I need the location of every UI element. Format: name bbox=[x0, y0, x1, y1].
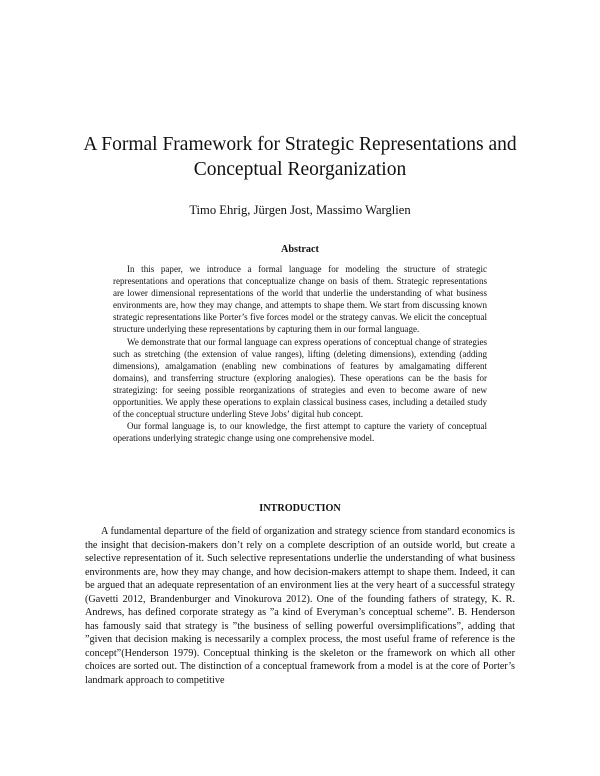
author-list: Timo Ehrig, Jürgen Jost, Massimo Warglien bbox=[189, 203, 411, 217]
abstract-paragraph: In this paper, we introduce a formal language for modeling the structure of strategic representations and operations that conceptualize change on basis of them. Strategic representations are lower dimensional representations of the world that underlie the understanding of what business environments are, how they may change, and attempts to shape them. We start from discussing known strategic representations like Porter’s five forces model or the strategy canvas. We elicit the conceptual structure underlying these representations by capturing them in our formal language. bbox=[113, 264, 487, 335]
abstract-body bbox=[113, 263, 487, 444]
abstract-paragraph: We demonstrate that our formal language can express operations of conceptual change of strategies such as stretching (the extension of value ranges), lifting (deleting dimensions), extending (adding dimensions), amalgamation (enabling new combinations of features by amalgamating different domains), and transferring structure (exploring analogies). These operations can be the basis for strategizing: for seeing possible reorganizations of strategies and even to become aware of new opportunities. We apply these operations to explain classical business cases, including a detailed study of the conceptual structure underling Steve Jobs’ digital hub concept. bbox=[113, 336, 487, 420]
introduction-body bbox=[85, 525, 515, 688]
abstract-heading: Abstract bbox=[281, 244, 319, 255]
paper-title: A Formal Framework for Strategic Representations and Conceptual Reorganization bbox=[83, 134, 517, 180]
introduction-paragraph: A fundamental departure of the field of organization and strategy science from standard economics is the insight that decision-makers don’t rely on a complete description of an outside world, but create a selective representation of it. Such selective representations underlie the understanding of what business environments are, how they may change, and how decision-makers attempt to shape them. Indeed, it can be argued that an adequate representation of an environment lies at the very heart of a successful strategy (Gavetti 2012, Brandenburger and Vinokurova 2012). One of the founding fathers of strategy, K. R. Andrews, has defined corporate strategy as ”a kind of Everyman’s conceptual scheme”. B. Henderson has famously said that strategy is ”the business of selling powerful oversimplifications”, adding that ”given that decision making is necessarily a complex process, the most useful frame of reference is the concept”(Henderson 1979). Conceptual thinking is the skeleton or the framework on which all other choices are sorted out. The distinction of a conceptual framework from a model is at the core of Porter’s landmark approach to competitive bbox=[85, 526, 515, 687]
abstract-paragraph: Our formal language is, to our knowledge, the first attempt to capture the variety of conceptual operations underlying strategic change using one comprehensive model. bbox=[113, 421, 487, 444]
section-heading-introduction: INTRODUCTION bbox=[259, 503, 341, 514]
